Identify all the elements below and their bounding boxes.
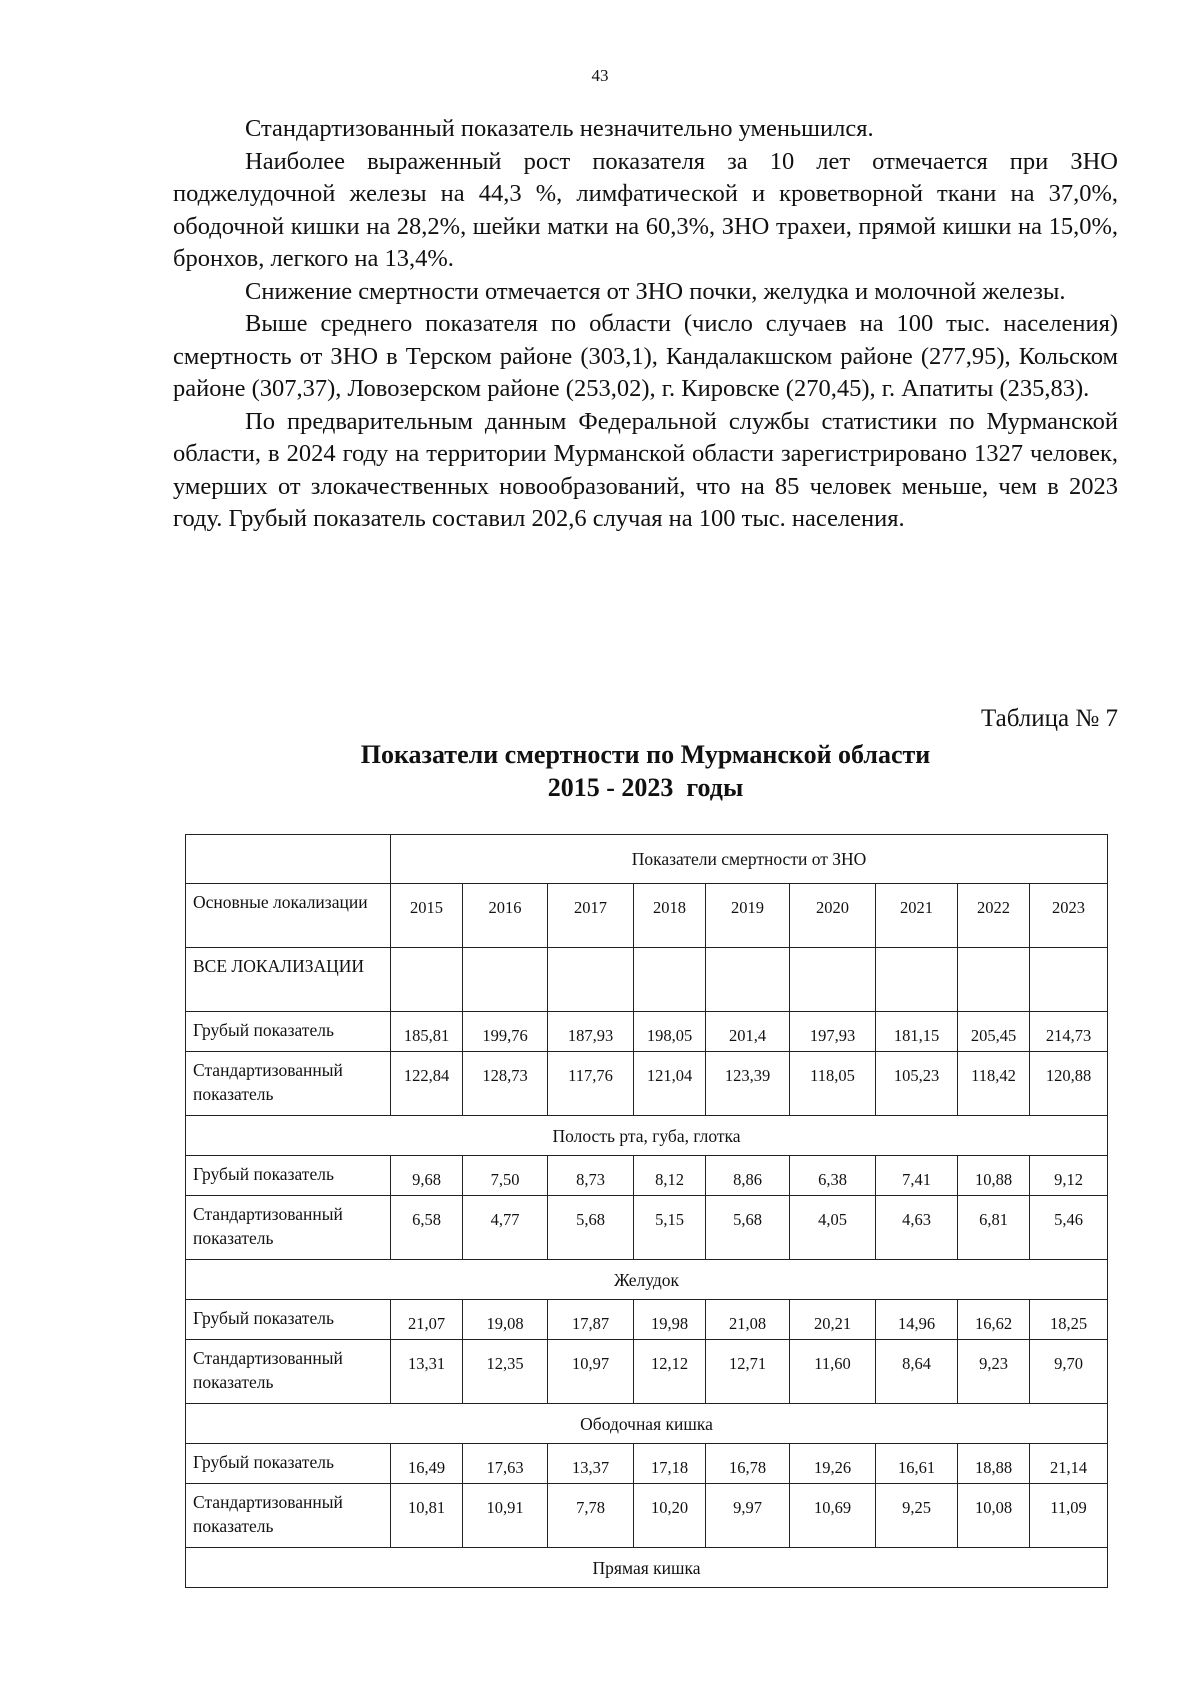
table-cell	[958, 948, 1030, 1012]
year-header: 2019	[706, 884, 790, 948]
paragraph: Выше среднего показателя по области (число случаев на 100 тыс. населения) смертность от ЗНО в Терском районе (303,1), Кандалакшском районе (277,95), Кольском районе (307,37), Ловозерском районе (253,02), г. Кировске (270,45), г. Апатиты (235,83).	[173, 310, 1118, 402]
paragraph: По предварительным данным Федеральной службы статистики по Мурманской области, в 2024 году на территории Мурманской области зарегистрировано 1327 человек, умерших от злокачественных новообразований, что на 85 человек меньше, чем в 2023 году. Грубый показатель составил 202,6 случая на 100 тыс. населения.	[173, 407, 1118, 532]
value-cell: 201,4	[706, 1012, 790, 1052]
crude-rate-label: Грубый показатель	[186, 1444, 391, 1484]
table-cell	[548, 948, 634, 1012]
table-cell	[876, 948, 958, 1012]
value-cell: 9,70	[1030, 1340, 1108, 1404]
table-row	[186, 948, 1108, 1012]
value-cell: 121,04	[634, 1052, 706, 1116]
value-cell: 7,50	[463, 1156, 548, 1196]
mortality-table	[185, 834, 1108, 1588]
value-cell: 16,78	[706, 1444, 790, 1484]
value-cell: 105,23	[876, 1052, 958, 1116]
value-cell: 10,20	[634, 1484, 706, 1548]
value-cell: 16,61	[876, 1444, 958, 1484]
value-cell: 118,42	[958, 1052, 1030, 1116]
value-cell: 20,21	[790, 1300, 876, 1340]
table-cell	[634, 948, 706, 1012]
section-header: Ободочная кишка	[186, 1404, 1108, 1444]
year-header: 2017	[548, 884, 634, 948]
value-cell: 122,84	[391, 1052, 463, 1116]
standardized-rate-label: Стандартизованный показатель	[186, 1484, 391, 1548]
year-header: 2016	[463, 884, 548, 948]
value-cell: 123,39	[706, 1052, 790, 1116]
value-cell: 14,96	[876, 1300, 958, 1340]
value-cell: 198,05	[634, 1012, 706, 1052]
value-cell: 185,81	[391, 1012, 463, 1052]
value-cell: 13,37	[548, 1444, 634, 1484]
section-header: Полость рта, губа, глотка	[186, 1116, 1108, 1156]
table-row	[186, 1052, 1108, 1116]
value-cell: 5,68	[548, 1196, 634, 1260]
table-cell	[186, 835, 391, 884]
value-cell: 205,45	[958, 1012, 1030, 1052]
value-cell: 11,60	[790, 1340, 876, 1404]
table-cell	[391, 948, 463, 1012]
table-body	[186, 835, 1108, 1588]
section-header: Желудок	[186, 1260, 1108, 1300]
value-cell: 4,77	[463, 1196, 548, 1260]
year-header: 2015	[391, 884, 463, 948]
value-cell: 9,68	[391, 1156, 463, 1196]
table-row	[186, 1300, 1108, 1340]
table-row	[186, 835, 1108, 884]
table-label: Таблица № 7	[980, 705, 1118, 732]
year-header: 2018	[634, 884, 706, 948]
table-row	[186, 1548, 1108, 1588]
value-cell: 9,25	[876, 1484, 958, 1548]
paragraph: Наиболее выраженный рост показателя за 10 лет отмечается при ЗНО поджелудочной железы на 44,3 %, лимфатической и кроветворной ткани на 37,0%, ободочной кишки на 28,2%, шейки матки на 60,3%, ЗНО трахеи, прямой кишки на 15,0%, бронхов, легкого на 13,4%.	[173, 147, 1118, 272]
value-cell: 17,18	[634, 1444, 706, 1484]
year-header: 2020	[790, 884, 876, 948]
value-cell: 18,88	[958, 1444, 1030, 1484]
value-cell: 16,62	[958, 1300, 1030, 1340]
value-cell: 4,63	[876, 1196, 958, 1260]
value-cell: 5,15	[634, 1196, 706, 1260]
table-title-line: 2015 - 2023 годы	[547, 773, 744, 802]
year-header: 2022	[958, 884, 1030, 948]
value-cell: 21,08	[706, 1300, 790, 1340]
standardized-rate-label: Стандартизованный показатель	[186, 1340, 391, 1404]
crude-rate-label: Грубый показатель	[186, 1012, 391, 1052]
value-cell: 197,93	[790, 1012, 876, 1052]
value-cell: 21,07	[391, 1300, 463, 1340]
value-cell: 10,88	[958, 1156, 1030, 1196]
value-cell: 6,38	[790, 1156, 876, 1196]
table-title-line: Показатели смертности по Мурманской области	[360, 740, 931, 769]
value-cell: 13,31	[391, 1340, 463, 1404]
value-cell: 18,25	[1030, 1300, 1108, 1340]
table-cell	[790, 948, 876, 1012]
value-cell: 12,12	[634, 1340, 706, 1404]
table-row	[186, 884, 1108, 948]
body-text	[173, 113, 1118, 536]
year-header: 2023	[1030, 884, 1108, 948]
value-cell: 12,71	[706, 1340, 790, 1404]
value-cell: 10,08	[958, 1484, 1030, 1548]
value-cell: 10,69	[790, 1484, 876, 1548]
table-row	[186, 1404, 1108, 1444]
value-cell: 10,91	[463, 1484, 548, 1548]
value-cell: 6,81	[958, 1196, 1030, 1260]
value-cell: 8,64	[876, 1340, 958, 1404]
value-cell: 5,68	[706, 1196, 790, 1260]
value-cell: 19,08	[463, 1300, 548, 1340]
table-row	[186, 1260, 1108, 1300]
table-cell	[706, 948, 790, 1012]
value-cell: 7,78	[548, 1484, 634, 1548]
value-cell: 128,73	[463, 1052, 548, 1116]
table-row	[186, 1340, 1108, 1404]
value-cell: 17,87	[548, 1300, 634, 1340]
paragraph: Снижение смертности отмечается от ЗНО почки, желудка и молочной железы.	[245, 277, 1066, 305]
value-cell: 8,73	[548, 1156, 634, 1196]
table-row	[186, 1156, 1108, 1196]
value-cell: 8,86	[706, 1156, 790, 1196]
table-row	[186, 1196, 1108, 1260]
value-cell: 6,58	[391, 1196, 463, 1260]
value-cell: 187,93	[548, 1012, 634, 1052]
value-cell: 9,23	[958, 1340, 1030, 1404]
value-cell: 181,15	[876, 1012, 958, 1052]
table-title	[173, 738, 1118, 804]
row-header-cell: Основные локализации	[186, 884, 391, 948]
value-cell: 118,05	[790, 1052, 876, 1116]
value-cell: 120,88	[1030, 1052, 1108, 1116]
table-cell	[1030, 948, 1108, 1012]
value-cell: 214,73	[1030, 1012, 1108, 1052]
group-header: Показатели смертности от ЗНО	[391, 835, 1108, 884]
table-row	[186, 1012, 1108, 1052]
value-cell: 9,12	[1030, 1156, 1108, 1196]
value-cell: 21,14	[1030, 1444, 1108, 1484]
table-cell	[463, 948, 548, 1012]
all-localizations-label: ВСЕ ЛОКАЛИЗАЦИИ	[186, 948, 391, 1012]
paragraph: Стандартизованный показатель незначительно уменьшился.	[245, 115, 874, 142]
value-cell: 16,49	[391, 1444, 463, 1484]
page-number: 43	[591, 66, 609, 85]
table-row	[186, 1444, 1108, 1484]
value-cell: 10,81	[391, 1484, 463, 1548]
value-cell: 19,98	[634, 1300, 706, 1340]
crude-rate-label: Грубый показатель	[186, 1300, 391, 1340]
standardized-rate-label: Стандартизованный показатель	[186, 1196, 391, 1260]
value-cell: 12,35	[463, 1340, 548, 1404]
table-row	[186, 1116, 1108, 1156]
value-cell: 7,41	[876, 1156, 958, 1196]
crude-rate-label: Грубый показатель	[186, 1156, 391, 1196]
value-cell: 17,63	[463, 1444, 548, 1484]
table-row	[186, 1484, 1108, 1548]
value-cell: 8,12	[634, 1156, 706, 1196]
value-cell: 9,97	[706, 1484, 790, 1548]
standardized-rate-label: Стандартизованный показатель	[186, 1052, 391, 1116]
year-header: 2021	[876, 884, 958, 948]
value-cell: 10,97	[548, 1340, 634, 1404]
value-cell: 117,76	[548, 1052, 634, 1116]
value-cell: 4,05	[790, 1196, 876, 1260]
value-cell: 19,26	[790, 1444, 876, 1484]
section-header: Прямая кишка	[186, 1548, 1108, 1588]
value-cell: 11,09	[1030, 1484, 1108, 1548]
value-cell: 5,46	[1030, 1196, 1108, 1260]
value-cell: 199,76	[463, 1012, 548, 1052]
